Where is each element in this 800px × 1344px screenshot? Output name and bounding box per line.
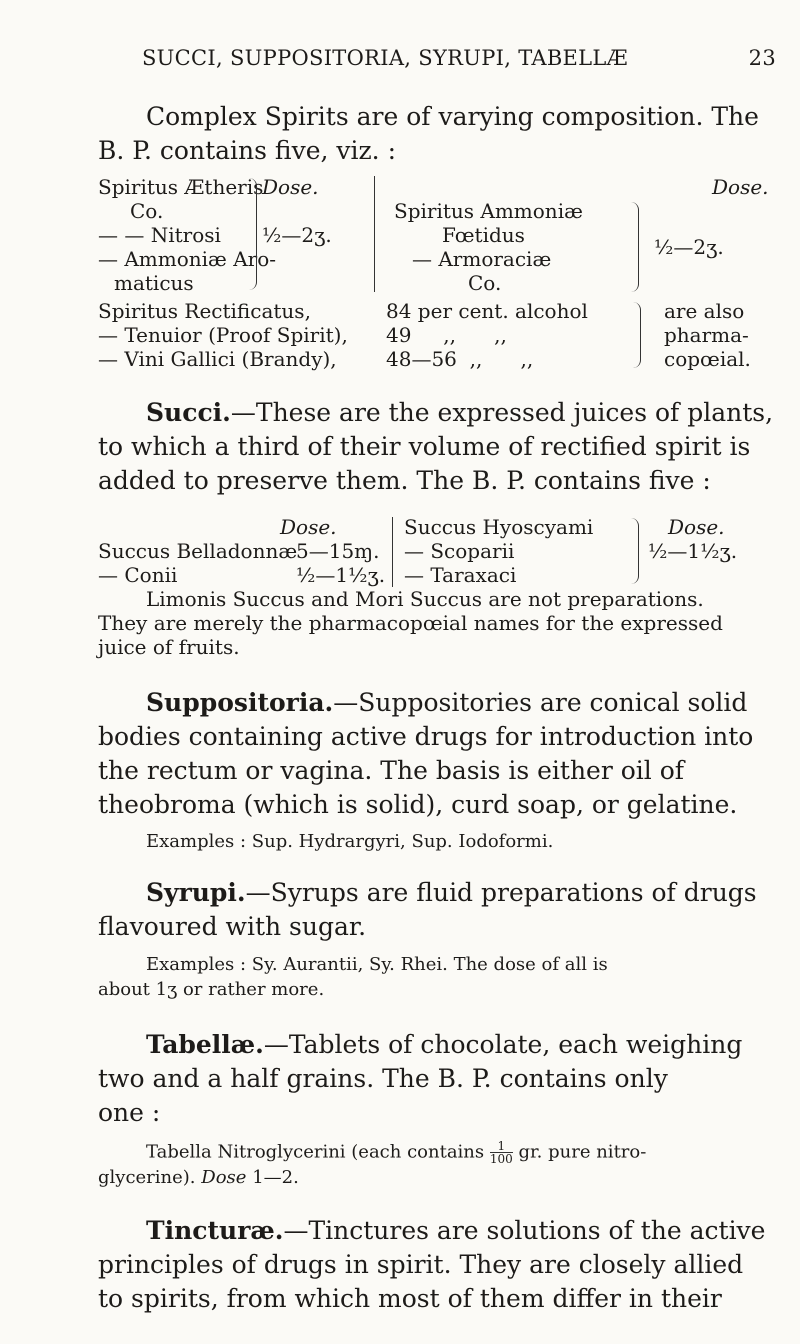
tincturae-heading: Tincturæ. bbox=[146, 1216, 284, 1245]
rect-value-3: 48—56 ,, ,, bbox=[386, 347, 534, 371]
succi-left-dose-2: ½—1½ʒ. bbox=[296, 563, 386, 587]
spirit-right-2: Fœtidus bbox=[442, 223, 525, 247]
succi-line-2: to which a third of their volume of rectified spirit is bbox=[98, 432, 751, 461]
spirit-left-3: — — Nitrosi bbox=[98, 223, 221, 247]
succi-note-1: Limonis Succus and Mori Succus are not preparations. bbox=[146, 587, 704, 611]
succi-right-2: — Scoparii bbox=[404, 539, 515, 563]
succi-right-dose-head: Dose. bbox=[668, 515, 725, 539]
supp-examples: Examples : Sup. Hydrargyri, Sup. Iodoformi. bbox=[146, 831, 554, 852]
tabellae-line-1 bbox=[146, 1028, 742, 1062]
fraction-numerator: 1 bbox=[490, 1140, 513, 1153]
rect-value-1: 84 per cent. alcohol bbox=[386, 299, 588, 323]
succi-text-1: —These are the expressed juices of plants, bbox=[230, 398, 774, 427]
rect-brace bbox=[632, 302, 641, 368]
supp-line-1 bbox=[146, 686, 747, 720]
succi-note-2: They are merely the pharmacopœial names for the expressed bbox=[98, 611, 723, 635]
succi-left-name-2: — Conii bbox=[98, 563, 178, 587]
rect-note-1: are also bbox=[664, 299, 745, 323]
spirit-left-dose-head: Dose. bbox=[262, 175, 319, 199]
tabellae-example-post: gr. pure nitro- bbox=[518, 1141, 647, 1163]
supp-text-1: —Suppositories are conical solid bbox=[333, 688, 748, 717]
spirit-left-2: Co. bbox=[130, 199, 164, 223]
running-header bbox=[142, 46, 776, 70]
rect-value-2: 49 ,, ,, bbox=[386, 323, 507, 347]
tabellae-line-2: two and a half grains. The B. P. contains only bbox=[98, 1064, 668, 1093]
rect-name-1: Spiritus Rectificatus, bbox=[98, 299, 311, 323]
syrupi-examples-1: Examples : Sy. Aurantii, Sy. Rhei. The dose of all is bbox=[146, 954, 608, 975]
tincturae-text-1: —Tinctures are solutions of the active bbox=[283, 1216, 766, 1245]
rect-name-2: — Tenuior (Proof Spirit), bbox=[98, 323, 348, 347]
spirit-right-4: Co. bbox=[468, 271, 502, 295]
tabellae-dose: 1—2. bbox=[252, 1167, 299, 1188]
syrupi-line-1 bbox=[146, 876, 757, 910]
spirit-left-5: maticus bbox=[114, 271, 194, 295]
page-number: 23 bbox=[748, 46, 776, 70]
intro-line-2: B. P. contains five, viz. : bbox=[98, 136, 396, 165]
tincturae-line-1 bbox=[146, 1214, 765, 1248]
succi-divider bbox=[392, 517, 393, 587]
spirit-left-dose: ½—2ʒ. bbox=[262, 223, 332, 247]
rect-note-2: pharma- bbox=[664, 323, 749, 347]
suppositoria-heading: Suppositoria. bbox=[146, 688, 334, 717]
supp-line-3: the rectum or vagina. The basis is either oil of bbox=[98, 756, 685, 785]
syrupi-text-1: —Syrups are fluid preparations of drugs bbox=[245, 878, 757, 907]
tincturae-line-2: principles of drugs in spirit. They are closely allied bbox=[98, 1250, 744, 1279]
succi-left-name-1: Succus Belladonnæ bbox=[98, 539, 298, 563]
spirit-left-brace bbox=[248, 178, 257, 290]
succi-heading: Succi. bbox=[146, 398, 231, 427]
spirit-right-1: Spiritus Ammoniæ bbox=[394, 199, 583, 223]
succi-left-dose-head: Dose. bbox=[280, 515, 337, 539]
tabellae-example-pre: Tabella Nitroglycerini (each contains bbox=[146, 1141, 485, 1163]
tabellae-heading: Tabellæ. bbox=[146, 1030, 264, 1059]
syrupi-heading: Syrupi. bbox=[146, 878, 246, 907]
syrupi-examples-2: about 1ʒ or rather more. bbox=[98, 979, 325, 1000]
fraction bbox=[490, 1140, 513, 1165]
succi-line-3: added to preserve them. The B. P. contains five : bbox=[98, 466, 711, 495]
succi-line-1 bbox=[146, 396, 773, 430]
supp-line-2: bodies containing active drugs for introduction into bbox=[98, 722, 754, 751]
succi-note-3: juice of fruits. bbox=[98, 635, 240, 659]
rect-name-3: — Vini Gallici (Brandy), bbox=[98, 347, 337, 371]
tabellae-dose-label: Dose bbox=[201, 1167, 247, 1188]
rect-note-3: copœial. bbox=[664, 347, 751, 371]
spirit-right-dose: ½—2ʒ. bbox=[654, 235, 724, 259]
spirit-left-4: — Ammoniæ Aro- bbox=[98, 247, 277, 271]
supp-line-4: theobroma (which is solid), curd soap, or gelatine. bbox=[98, 790, 738, 819]
spirit-right-3: — Armoraciæ bbox=[412, 247, 552, 271]
succi-right-dose: ½—1½ʒ. bbox=[648, 539, 738, 563]
tincturae-line-3: to spirits, from which most of them differ in their bbox=[98, 1284, 722, 1313]
spirit-right-dose-head: Dose. bbox=[712, 175, 769, 199]
tabellae-line-3: one : bbox=[98, 1098, 161, 1127]
succi-right-brace bbox=[630, 518, 639, 584]
intro-line-1: Complex Spirits are of varying composition. The bbox=[146, 102, 759, 131]
spirit-left-1: Spiritus Ætheris bbox=[98, 175, 264, 199]
succi-right-1: Succus Hyoscyami bbox=[404, 515, 594, 539]
syrupi-line-2: flavoured with sugar. bbox=[98, 912, 367, 941]
succi-right-3: — Taraxaci bbox=[404, 563, 517, 587]
succi-left-dose-1: 5—15ɱ. bbox=[296, 539, 380, 563]
tabellae-example-line2: glycerine). bbox=[98, 1167, 196, 1188]
spirit-right-brace bbox=[630, 202, 639, 292]
spirits-divider bbox=[374, 176, 375, 292]
tabellae-text-1: —Tablets of chocolate, each weighing bbox=[263, 1030, 743, 1059]
header-title: SUCCI, SUPPOSITORIA, SYRUPI, TABELLÆ bbox=[142, 46, 628, 70]
tabellae-example-2 bbox=[98, 1166, 299, 1190]
fraction-denominator: 100 bbox=[489, 1152, 513, 1166]
tabellae-example-1 bbox=[146, 1140, 646, 1165]
